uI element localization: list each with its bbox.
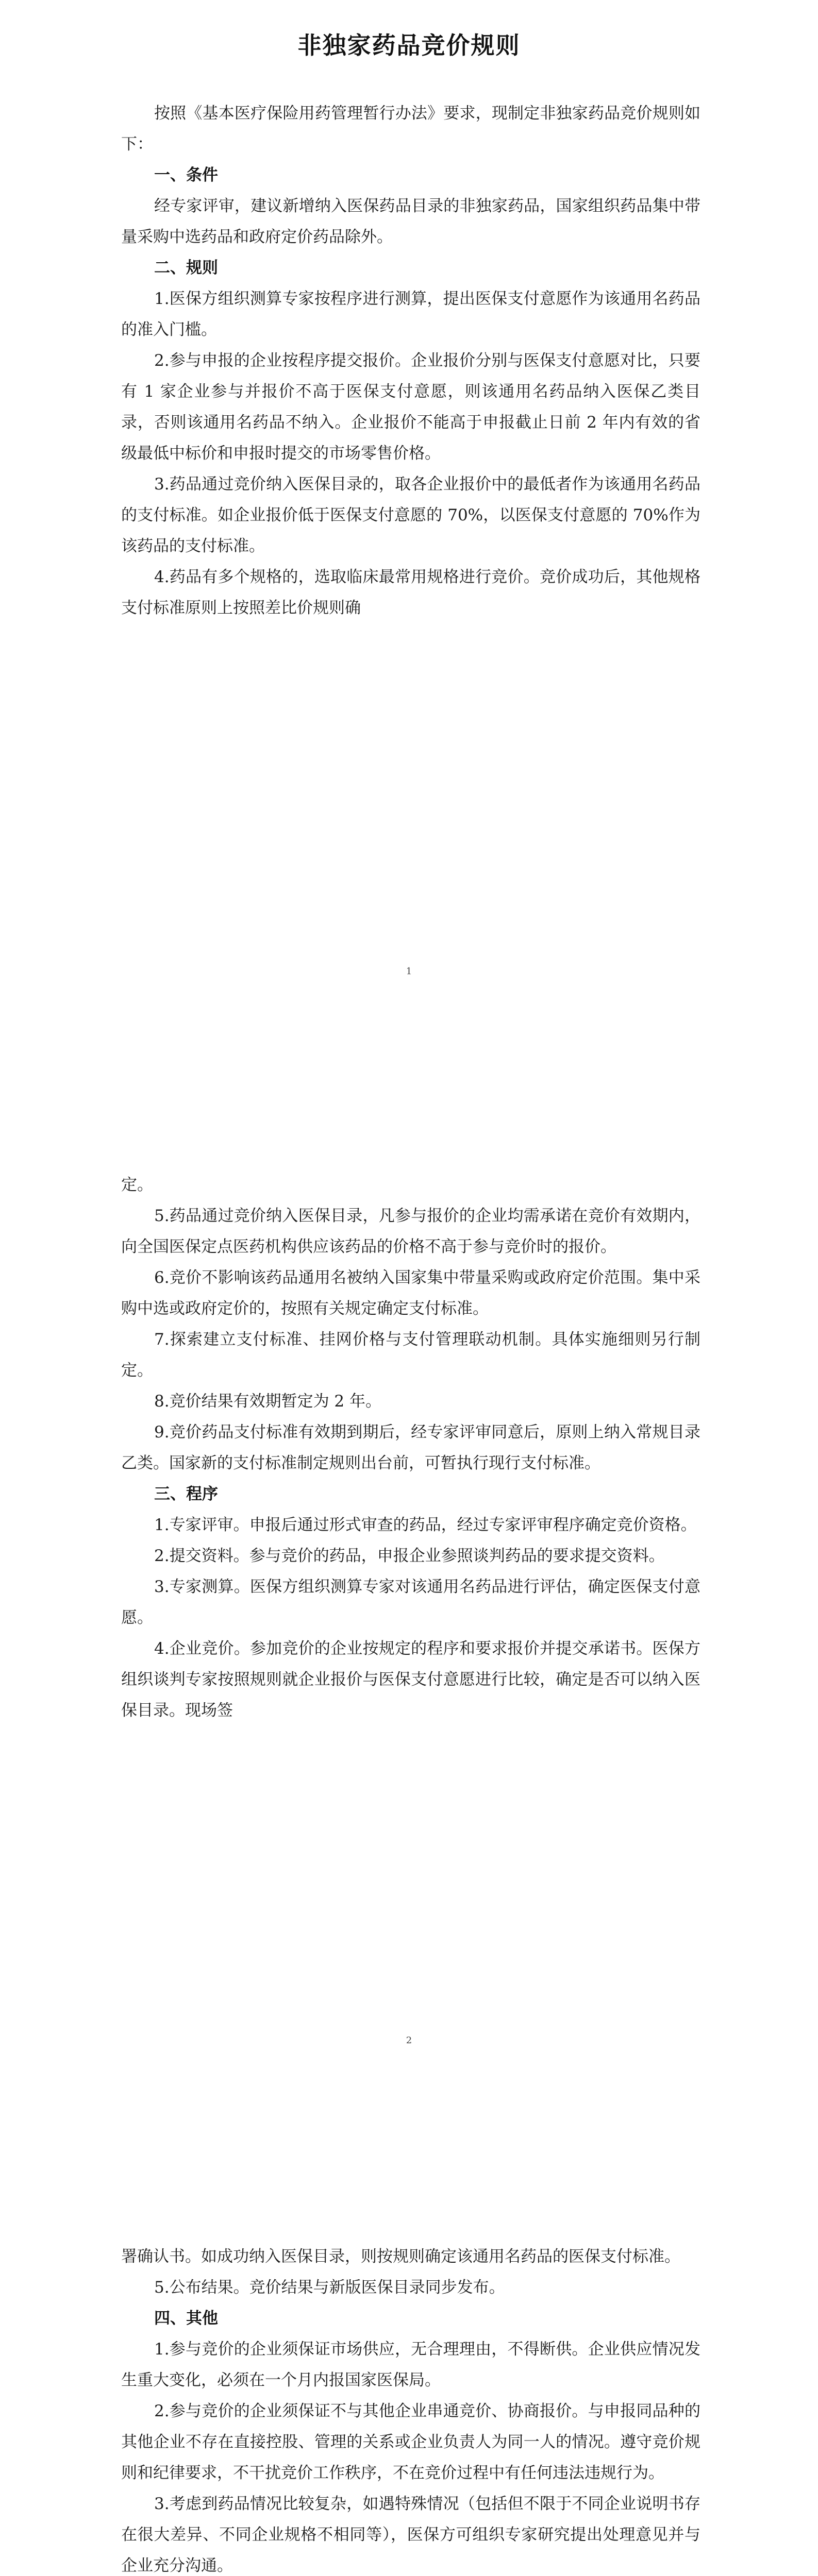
paragraph: 3.药品通过竞价纳入医保目录的，取各企业报价中的最低者作为该通用名药品的支付标准。如企业报价低于医保支付意愿的 70%，以医保支付意愿的 70%作为该药品的支付标准。 <box>121 475 700 555</box>
paragraph: 6.竞价不影响该药品通用名被纳入国家集中带量采购或政府定价范围。集中采购中选或政府定价的，按照有关规定确定支付标准。 <box>121 1268 700 1318</box>
section-heading: 二、规则 <box>154 259 218 277</box>
paragraph: 经专家评审，建议新增纳入医保药品目录的非独家药品，国家组织药品集中带量采购中选药品和政府定价药品除外。 <box>121 197 700 246</box>
paragraph: 3.考虑到药品情况比较复杂，如遇特殊情况（包括但不限于不同企业说明书存在很大差异、不同企业规格不相同等），医保方可组织专家研究提出处理意见并与企业充分沟通。 <box>121 2495 700 2575</box>
paragraph: 2.提交资料。参与竞价的药品，申报企业参照谈判药品的要求提交资料。 <box>154 1547 665 1565</box>
paragraph: 4.企业竞价。参加竞价的企业按规定的程序和要求报价并提交承诺书。医保方组织谈判专家按照规则就企业报价与医保支付意愿进行比较，确定是否可以纳入医保目录。现场签 <box>121 1639 700 1720</box>
page-1-body <box>121 98 700 623</box>
paragraph: 1.参与竞价的企业须保证市场供应，无合理理由，不得断供。企业供应情况发生重大变化，必须在一个月内报国家医保局。 <box>121 2340 700 2389</box>
page-3-body <box>121 2241 700 2576</box>
section-heading: 三、程序 <box>154 1485 218 1503</box>
page-2-body <box>121 1170 700 1726</box>
document-title: 非独家药品竞价规则 <box>297 31 521 59</box>
paragraph: 7.探索建立支付标准、挂网价格与支付管理联动机制。具体实施细则另行制定。 <box>121 1330 700 1380</box>
paragraph: 5.药品通过竞价纳入医保目录，凡参与报价的企业均需承诺在竞价有效期内，向全国医保定点医药机构供应该药品的价格不高于参与竞价时的报价。 <box>121 1207 700 1256</box>
page-number: 2 <box>406 2035 412 2046</box>
paragraph: 8.竞价结果有效期暂定为 2 年。 <box>154 1392 382 1411</box>
page-number: 1 <box>406 966 412 977</box>
paragraph: 1.医保方组织测算专家按程序进行测算，提出医保支付意愿作为该通用名药品的准入门槛。 <box>121 290 700 339</box>
section-heading: 四、其他 <box>154 2309 218 2328</box>
paragraph-continuation: 署确认书。如成功纳入医保目录，则按规则确定该通用名药品的医保支付标准。 <box>121 2247 680 2266</box>
paragraph: 3.专家测算。医保方组织测算专家对该通用名药品进行评估，确定医保支付意愿。 <box>121 1578 700 1627</box>
paragraph-continuation: 定。 <box>121 1176 153 1194</box>
paragraph: 4.药品有多个规格的，选取临床最常用规格进行竞价。竞价成功后，其他规格支付标准原则上按照差比价规则确 <box>121 568 700 617</box>
paragraph: 2.参与申报的企业按程序提交报价。企业报价分别与医保支付意愿对比，只要有 1 家企业参与并报价不高于医保支付意愿，则该通用名药品纳入医保乙类目录，否则该通用名药品不纳入。企业报价不能高于申报截止日前 2 年内有效的省级最低中标价和申报时提交的市场零售价格。 <box>121 351 700 463</box>
paragraph: 按照《基本医疗保险用药管理暂行办法》要求，现制定非独家药品竞价规则如下： <box>121 104 700 154</box>
paragraph: 5.公布结果。竞价结果与新版医保目录同步发布。 <box>154 2278 505 2297</box>
paragraph: 2.参与竞价的企业须保证不与其他企业串通竞价、协商报价。与申报同品种的其他企业不存在直接控股、管理的关系或企业负责人为同一人的情况。遵守竞价规则和纪律要求，不干扰竞价工作秩序，不在竞价过程中有任何违法违规行为。 <box>121 2402 700 2482</box>
paragraph: 9.竞价药品支付标准有效期到期后，经专家评审同意后，原则上纳入常规目录乙类。国家新的支付标准制定规则出台前，可暂执行现行支付标准。 <box>121 1423 700 1472</box>
paragraph: 1.专家评审。申报后通过形式审查的药品，经过专家评审程序确定竞价资格。 <box>154 1516 697 1534</box>
section-heading: 一、条件 <box>154 166 218 184</box>
